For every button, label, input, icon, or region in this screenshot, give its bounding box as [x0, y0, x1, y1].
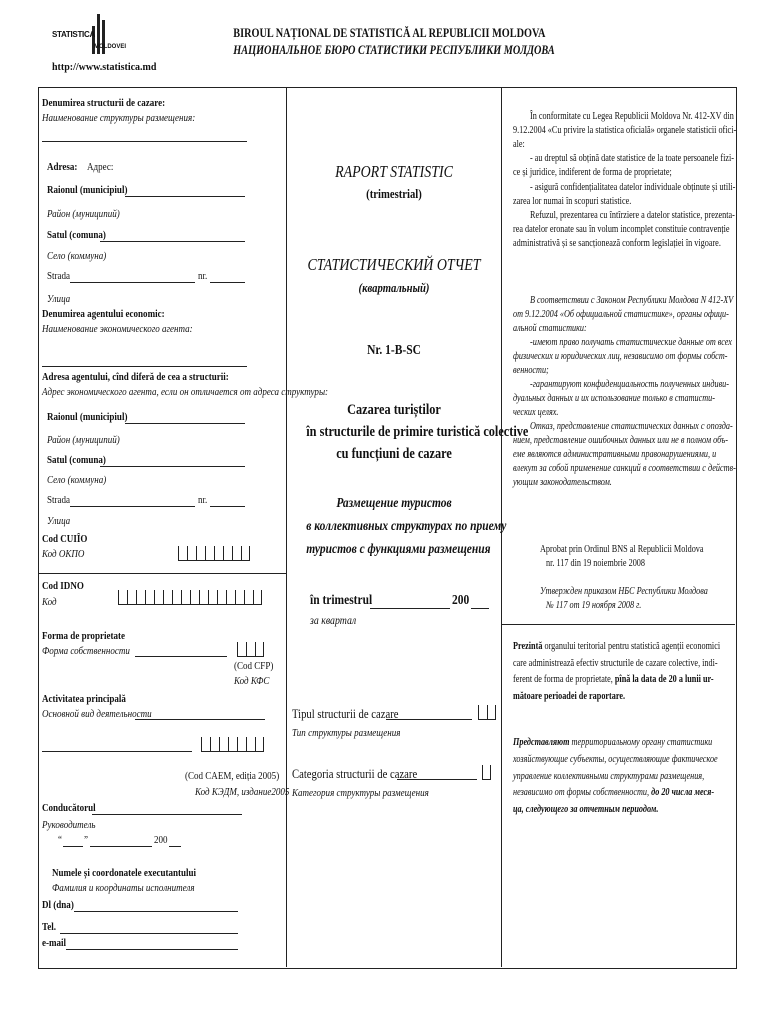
cond-label: Conducătorul: [42, 802, 96, 814]
activ-field[interactable]: [135, 719, 265, 720]
date-year-field[interactable]: [169, 846, 181, 847]
trimestrul-field[interactable]: [370, 608, 450, 609]
logo-text-top: STATISTICA: [52, 30, 95, 39]
in-trimestrul-label: în trimestrul: [310, 593, 373, 608]
report-period-ru: (квартальный): [358, 280, 430, 295]
logo-text-bottom: MOLDOVEI: [94, 44, 127, 50]
raionul-label: Raionul (municipiul): [47, 184, 128, 196]
activ-label-ru: Основной вид деятельности: [42, 708, 152, 720]
paragraph-line: Представляют территориальному органу статистики: [513, 737, 713, 748]
paragraph-line: венности;: [513, 365, 549, 376]
dl-field[interactable]: [74, 911, 238, 912]
paragraph-line: Refuzul, prezentarea cu întîrziere a datelor statistice, prezenta-: [530, 209, 735, 221]
tip-label: Tipul structurii de cazare: [292, 706, 399, 721]
exec-label-ru: Фамилия и координаты исполнителя: [52, 882, 195, 894]
paragraph-line: ующим законодательством.: [513, 477, 612, 488]
date-month-field[interactable]: [90, 846, 152, 847]
paragraph-line: -гарантируют конфиденциальность полученных индиви-: [530, 379, 729, 390]
cat-code-cells[interactable]: [482, 765, 491, 780]
den-struct-field[interactable]: [42, 141, 247, 142]
caem-label: (Cod CAEM, ediția 2005): [185, 770, 280, 782]
idno-code-cells[interactable]: [118, 590, 262, 605]
paragraph-line: альной статистики:: [513, 323, 587, 334]
date-day-field[interactable]: [63, 846, 83, 847]
paragraph-line: Prezintă organului teritorial pentru statistică agenții economici: [513, 641, 721, 652]
satul-field[interactable]: [100, 241, 245, 242]
strada2-field[interactable]: [70, 506, 195, 507]
raionul-label-ru: Район (муниципий): [47, 208, 120, 220]
paragraph-line: управление коллективными структурами размещения,: [513, 770, 705, 782]
aprobat-ru-1: Утвержден приказом НБС Республики Молдова: [540, 586, 708, 597]
email-field[interactable]: [66, 949, 238, 950]
date-year-prefix: 200: [154, 834, 168, 846]
paragraph-line: независимо от формы собственности, до 20 числа меся-: [513, 787, 715, 799]
separator-right-1: [501, 624, 735, 625]
subject-ro-3: cu funcțiuni de cazare: [336, 446, 452, 462]
forma-field[interactable]: [135, 656, 227, 657]
cat-label: Categoria structurii de cazare: [292, 766, 418, 781]
adresa-label: Adresa:: [47, 161, 78, 173]
date-close-quote: ”: [84, 834, 89, 846]
cfp-label-ru: Код КФС: [234, 675, 270, 687]
nr-label: nr.: [198, 270, 208, 282]
subject-ro-1: Cazarea turiștilor: [347, 402, 441, 418]
strada2-label: Strada: [47, 494, 71, 506]
paragraph-line: administrativă și se sancționează conform legislației în vigoare.: [513, 237, 721, 249]
paragraph-line: Отказ, представление статистических данных с опозда-: [530, 421, 733, 432]
cfp-code-cells[interactable]: [237, 642, 264, 657]
paragraph-line: - asigură confidențialitatea datelor individuale obținute și utili-: [530, 181, 736, 193]
logo: [52, 14, 142, 60]
adresa-label-ru: Адрес:: [87, 161, 114, 173]
cuiio-code-cells[interactable]: [178, 546, 250, 561]
caem-code-cells[interactable]: [201, 737, 264, 752]
paragraph-line: -имеют право получать статистические данные от всех: [530, 337, 732, 348]
caem-label-ru: Код КЭДМ, издание2005: [195, 786, 290, 798]
activ-field-2[interactable]: [42, 751, 192, 752]
satul2-label: Satul (comuna): [47, 454, 106, 466]
raionul2-label: Raionul (municipiul): [47, 411, 128, 423]
forma-label-ru: Форма собственности: [42, 645, 130, 657]
paragraph-line: ца, следующего за отчетным периодом.: [513, 804, 659, 816]
paragraph-line: zarea lor numai în scopuri statistice.: [513, 195, 632, 207]
year-field[interactable]: [471, 608, 489, 609]
aprobat-ro-1: Aprobat prin Ordinul BNS al Republicii Moldova: [540, 544, 704, 555]
nr2-label: nr.: [198, 494, 208, 506]
year-prefix: 200: [452, 593, 470, 608]
dl-label: Dl (dna): [42, 899, 74, 911]
strada-field[interactable]: [70, 282, 195, 283]
satul2-label-ru: Село (коммуна): [47, 474, 107, 486]
den-agent-field[interactable]: [42, 366, 247, 367]
paragraph-line: еме являются административными правонарушениями, и: [513, 449, 717, 460]
paragraph-line: În conformitate cu Legea Republicii Moldova Nr. 412-XV din: [530, 111, 734, 122]
satul-label: Satul (comuna): [47, 229, 106, 241]
header-title-ru: НАЦИОНАЛЬНОЕ БЮРО СТАТИСТИКИ РЕСПУБЛИКИ МОЛДОВА: [233, 43, 555, 57]
satul-label-ru: Село (коммуна): [47, 250, 107, 262]
paragraph-line: ale:: [513, 139, 525, 151]
paragraph-line: нием, представление ошибочных данных или не в полном объ-: [513, 435, 728, 446]
subject-ro-2: în structurile de primire turistică colective: [306, 424, 529, 440]
tip-label-ru: Тип структуры размещения: [292, 727, 401, 739]
strada-label: Strada: [47, 270, 71, 282]
paragraph-line: ce și juridice, indiferent de forma de proprietate;: [513, 167, 672, 179]
subject-ru-1: Размещение туристов: [336, 496, 452, 511]
den-struct-label-ru: Наименование структуры размещения:: [42, 112, 196, 124]
exec-label: Numele și coordonatele executantului: [52, 867, 197, 879]
den-struct-label: Denumirea structurii de cazare:: [42, 97, 166, 109]
raionul2-field[interactable]: [125, 423, 245, 424]
cat-label-ru: Категория структуры размещения: [292, 787, 429, 799]
paragraph-line: - au dreptul să obțină date statistice de la toate persoanele fizi-: [530, 153, 734, 165]
satul2-field[interactable]: [100, 466, 245, 467]
aprobat-ro-2: nr. 117 din 19 noiembrie 2008: [546, 558, 646, 569]
separator-left-1: [38, 573, 286, 574]
subject-ru-3: туристов с функциями размещения: [306, 542, 491, 557]
subject-ru-2: в коллективных структурах по приему: [306, 519, 507, 534]
paragraph-line: rea datelor eronate sau în volum incomplet constituie contravenție: [513, 223, 730, 235]
idno-label: Cod IDNO: [42, 580, 84, 592]
paragraph-line: mătoare perioadei de raportare.: [513, 690, 626, 702]
header-title-ro: BIROUL NAȚIONAL DE STATISTICĂ AL REPUBLICII MOLDOVA: [233, 26, 546, 40]
den-agent-label: Denumirea agentului economic:: [42, 308, 165, 320]
website-url[interactable]: http://www.statistica.md: [52, 62, 157, 73]
cond-label-ru: Руководитель: [42, 819, 96, 831]
paragraph-line: ferent de forma de proprietate, pînă la data de 20 a lunii ur-: [513, 674, 714, 685]
forma-label: Forma de proprietate: [42, 630, 125, 642]
cfp-label: (Cod CFP): [234, 660, 274, 672]
date-open-quote: “: [58, 834, 63, 846]
aprobat-ru-2: № 117 от 19 ноября 2008 г.: [546, 600, 642, 611]
tel-label: Tel.: [42, 921, 56, 933]
cond-field[interactable]: [92, 814, 242, 815]
report-title-ro: RAPORT STATISTIC: [335, 162, 453, 181]
strada2-label-ru: Улица: [47, 515, 71, 527]
nr2-field[interactable]: [210, 506, 245, 507]
paragraph-line: дуальных данных и их использование только в статисти-: [513, 393, 715, 404]
paragraph-line: В соответствии с Законом Республики Молдова N 412-XV: [530, 295, 734, 306]
paragraph-line: физических и юридических лиц, независимо от формы собст-: [513, 351, 728, 362]
paragraph-line: хозяйствующие субъекты, осуществляющие фактическое: [513, 753, 718, 765]
paragraph-line: 9.12.2004 «Cu privire la statistica oficială» organele statisticii ofici-: [513, 125, 737, 137]
form-number: Nr. 1-B-SC: [367, 343, 421, 358]
cat-field[interactable]: [397, 779, 477, 780]
raionul-field[interactable]: [125, 196, 245, 197]
paragraph-line: влекут за собой применение санкций в соответствии с действ-: [513, 463, 736, 474]
za-kvartal-label: за квартал: [310, 613, 357, 627]
paragraph-line: care administrează efectiv structurile de cazare colective, indi-: [513, 657, 718, 669]
cuiio-label-ru: Код ОКПО: [42, 548, 85, 560]
report-title-ru: СТАТИСТИЧЕСКИЙ ОТЧЕТ: [307, 255, 481, 274]
cuiio-label: Cod CUIÎO: [42, 533, 88, 545]
den-agent-label-ru: Наименование экономического агента:: [42, 323, 193, 335]
adresa-agent-label-ru: Адрес экономического агента, если он отличается от адреса структуры:: [42, 386, 329, 398]
paragraph-line: ческих целях.: [513, 407, 559, 418]
paragraph-line: от 9.12.2004 «Об официальной статистике», органы офици-: [513, 309, 729, 320]
idno-label-ru: Код: [42, 596, 57, 608]
nr-field[interactable]: [210, 282, 245, 283]
raionul2-label-ru: Район (муниципий): [47, 434, 120, 446]
tel-field[interactable]: [60, 933, 238, 934]
adresa-agent-label: Adresa agentului, cînd diferă de cea a structurii:: [42, 371, 229, 383]
strada-label-ru: Улица: [47, 293, 71, 305]
email-label: e-mail: [42, 937, 67, 949]
tip-field[interactable]: [386, 719, 472, 720]
tip-code-cells[interactable]: [478, 705, 496, 720]
report-period-ro: (trimestrial): [366, 186, 422, 201]
activ-label: Activitatea principală: [42, 693, 126, 705]
